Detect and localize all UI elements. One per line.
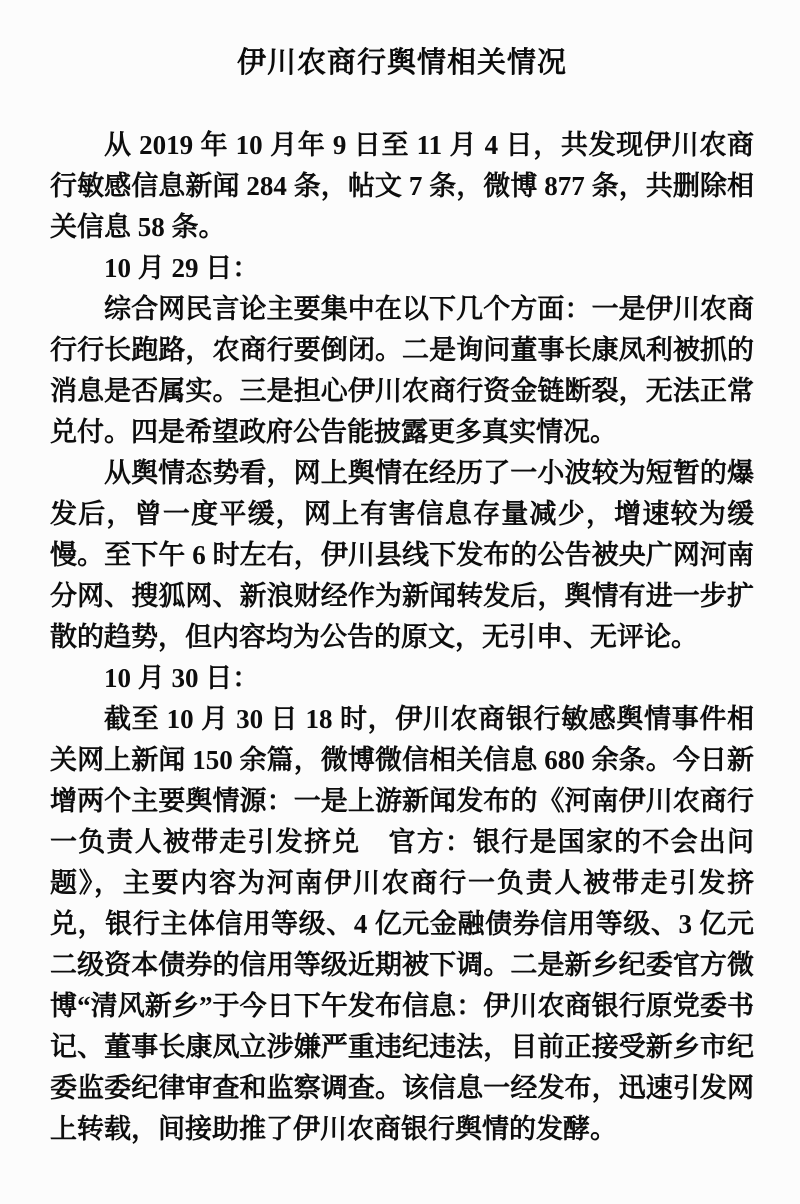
paragraph: 截至 10 月 30 日 18 时，伊川农商银行敏感舆情事件相关网上新闻 150 余篇，微博微信相关信息 680 余条。今日新增两个主要舆情源：一是上游新闻发布的《河南伊川农商行一负责人被带走引发挤兑 官方：银行是国家的不会出问题》，主要内容为河南伊川农商行一负责人被带走引发挤兑，银行主体信用等级、4 亿元金融债券信用等级、3 亿元二级资本债券的信用等级近期被下调。二是新乡纪委官方微博“清风新乡”于今日下午发布信息：伊川农商银行原党委书记、董事长康凤立涉嫌严重违纪违法，目前正接受新乡市纪委监委纪律审查和监察调查。该信息一经发布，迅速引发网上转载，间接助推了伊川农商银行舆情的发酵。 — [50, 704, 754, 1144]
document-body — [50, 125, 754, 1150]
paragraph: 从舆情态势看，网上舆情在经历了一小波较为短暂的爆发后，曾一度平缓，网上有害信息存量减少，增速较为缓慢。至下午 6 时左右，伊川县线下发布的公告被央广网河南分网、搜狐网、新浪财经作为新闻转发后，舆情有进一步扩散的趋势，但内容均为公告的原文，无引申、无评论。 — [50, 458, 754, 652]
document-title: 伊川农商行舆情相关情况 — [236, 47, 567, 79]
paragraph: 10 月 29 日： — [104, 253, 260, 283]
paragraph: 综合网民言论主要集中在以下几个方面：一是伊川农商行行长跑路，农商行要倒闭。二是询问董事长康凤利被抓的消息是否属实。三是担心伊川农商行资金链断裂，无法正常兑付。四是希望政府公告能披露更多真实情况。 — [50, 294, 754, 447]
paragraph: 10 月 30 日： — [104, 663, 260, 693]
paragraph: 从 2019 年 10 月年 9 日至 11 月 4 日，共发现伊川农商行敏感信息新闻 284 条，帖文 7 条，微博 877 条，共删除相关信息 58 条。 — [50, 130, 754, 242]
